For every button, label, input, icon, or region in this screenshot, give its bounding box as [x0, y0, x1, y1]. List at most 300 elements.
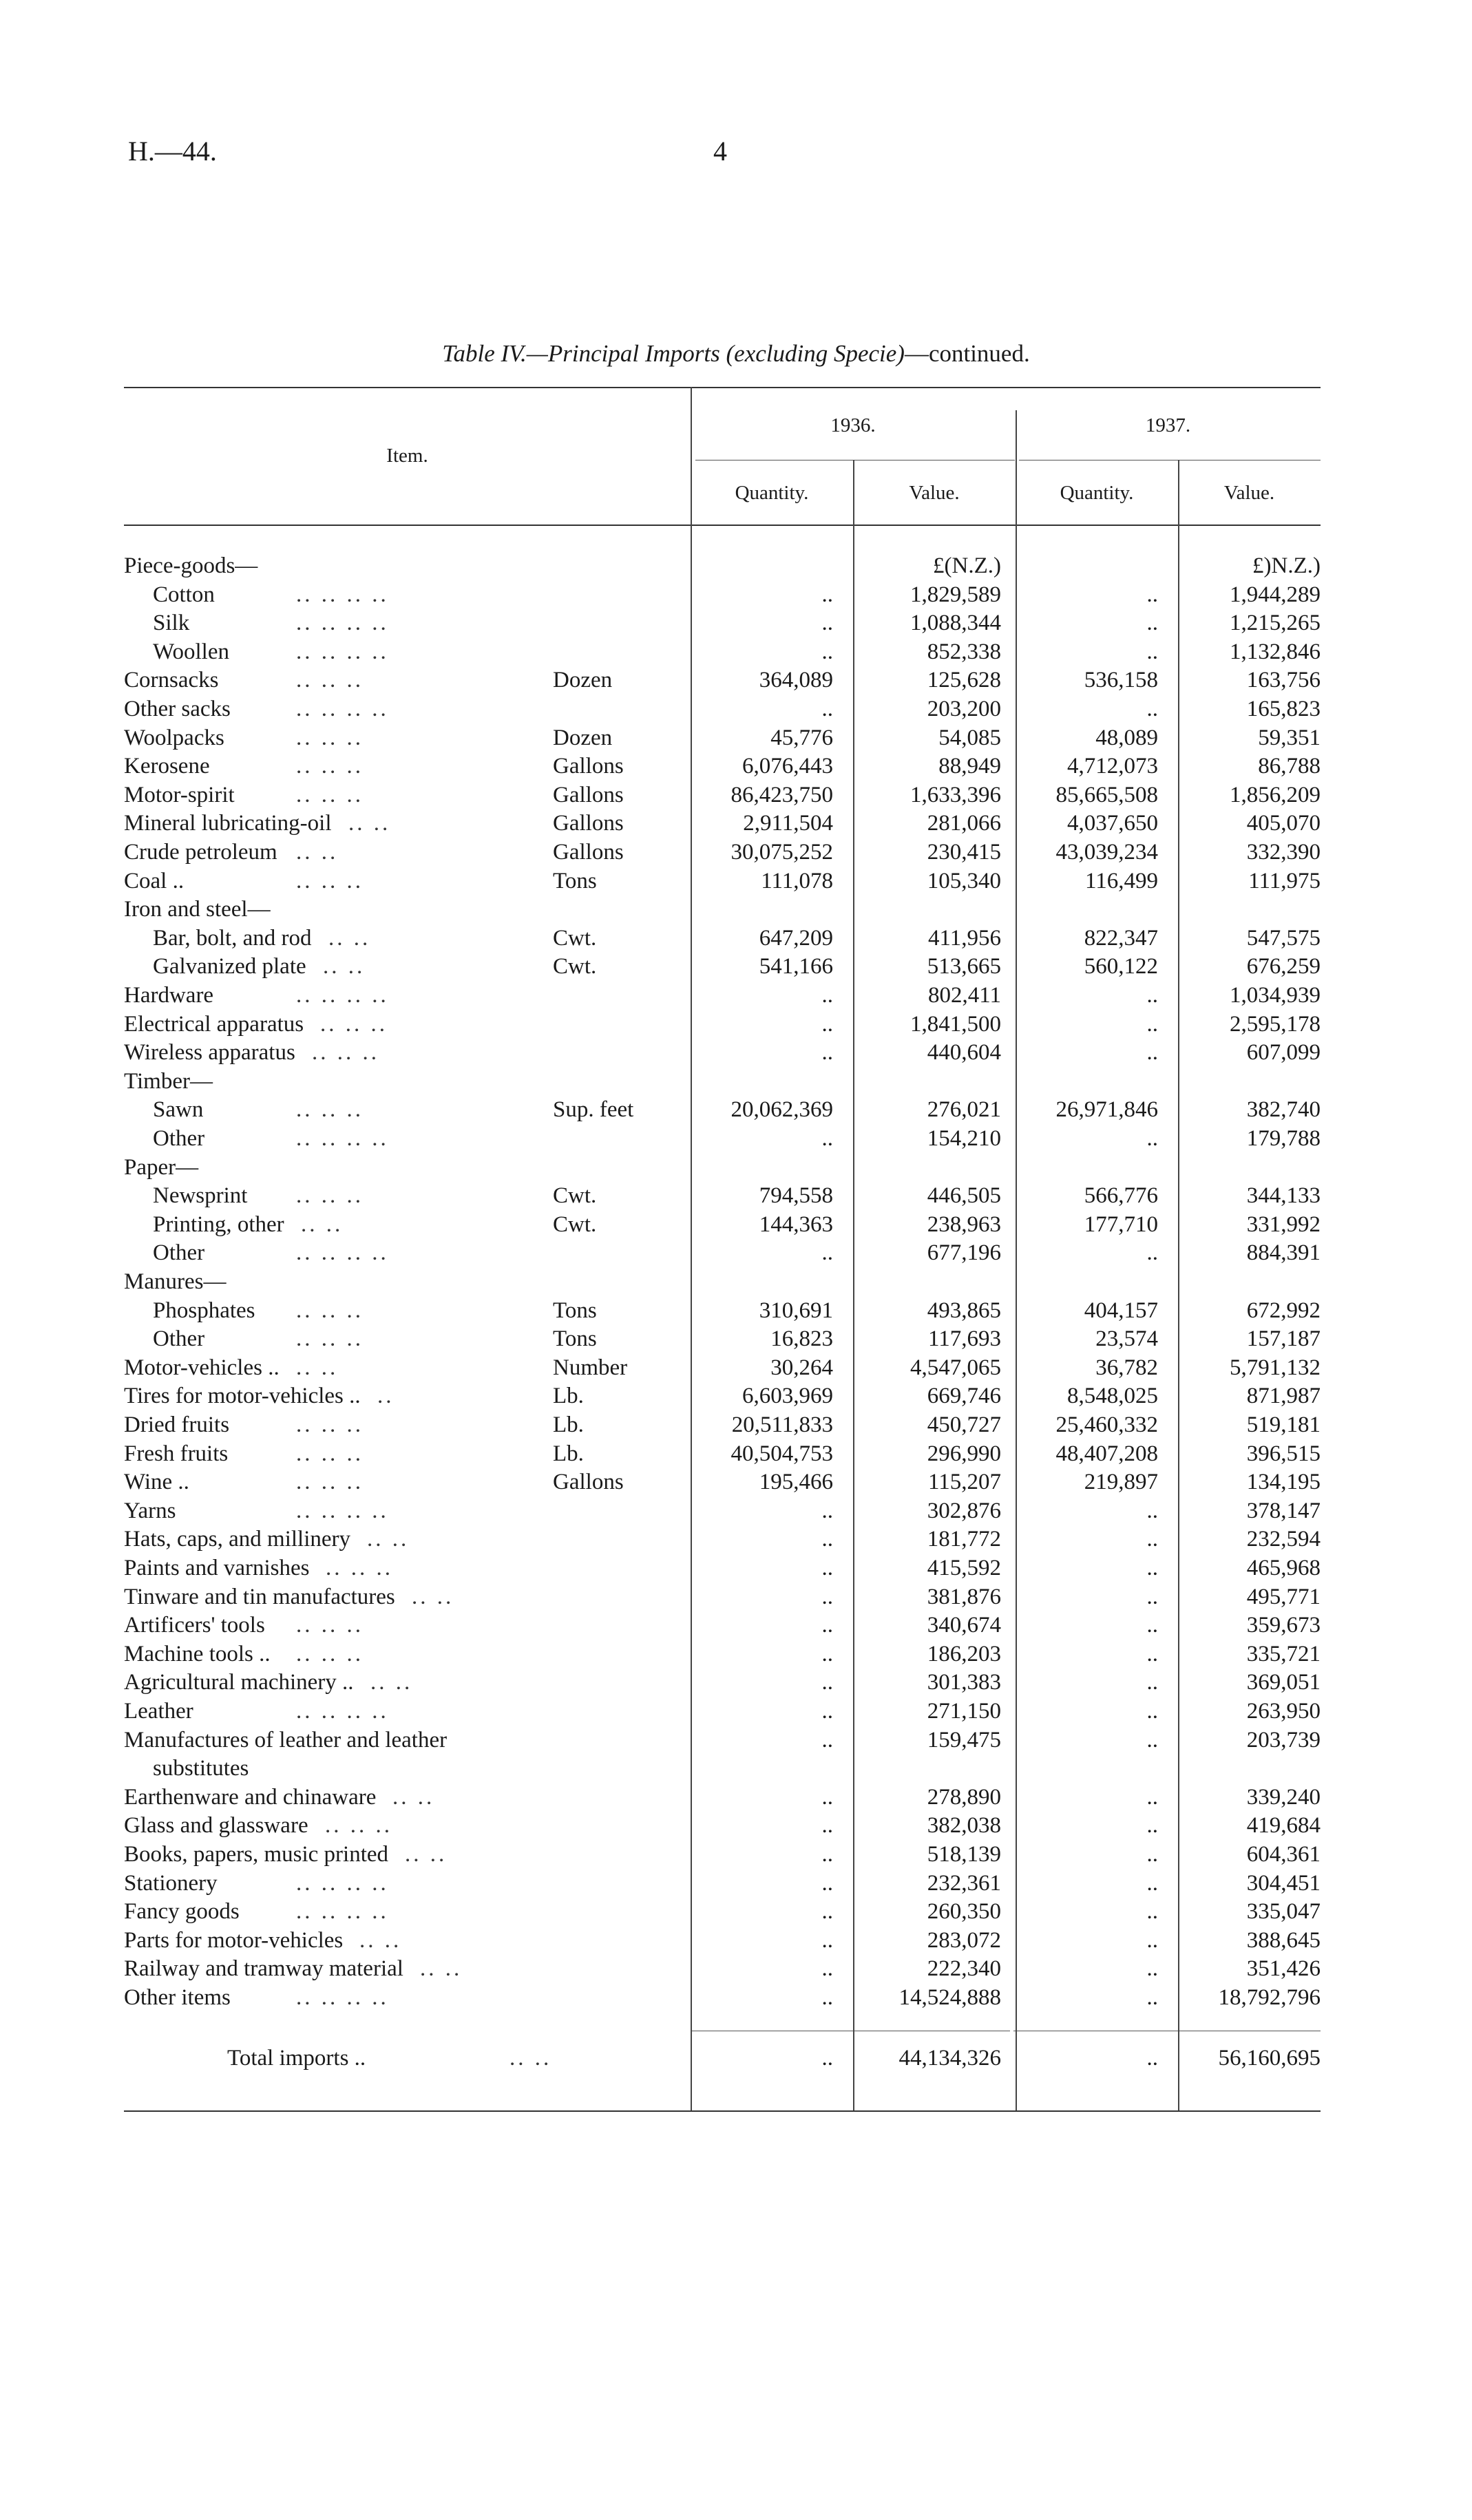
table-row [0, 1754, 1472, 1783]
table-row [0, 752, 1472, 781]
quantity-1936-cell: .. [821, 1556, 833, 1580]
table-top-rule [124, 387, 1321, 388]
quantity-1936-cell: 86,423,750 [730, 783, 833, 807]
quantity-1936-cell: 20,062,369 [730, 1097, 833, 1122]
value-1936-cell: 450,727 [927, 1412, 1001, 1437]
item-cell: Agricultural machinery .. [124, 1670, 354, 1695]
quantity-1937-cell: .. [1146, 1527, 1158, 1552]
leader-dots: .. .. .. [296, 1097, 364, 1122]
item-cell: Glass and glassware [124, 1813, 308, 1838]
value-1937-cell: 1,215,265 [1230, 611, 1321, 635]
quantity-1937-cell: 25,460,332 [1055, 1412, 1158, 1437]
item-cell: Tires for motor-vehicles .. [124, 1384, 361, 1408]
quantity-1936-cell: 144,363 [759, 1212, 833, 1237]
item-cell: Motor-spirit [124, 783, 235, 807]
value-1937-cell: £)N.Z.) [1252, 553, 1321, 578]
item-cell: Books, papers, music printed [124, 1842, 389, 1867]
item-cell: Earthenware and chinaware [124, 1785, 377, 1810]
value-1937-cell: 157,187 [1246, 1326, 1321, 1351]
quantity-1936-cell: .. [821, 1613, 833, 1638]
value-1937-cell: 339,240 [1246, 1785, 1321, 1810]
item-cell: substitutes [153, 1756, 249, 1781]
value-1936-cell: £(N.Z.) [933, 553, 1001, 578]
leader-dots: .. .. .. [320, 1012, 388, 1037]
value-1937-cell: 1,132,846 [1230, 639, 1321, 664]
quantity-1937-cell: .. [1146, 611, 1158, 635]
table-row [0, 666, 1472, 695]
unit-cell: Tons [553, 1298, 597, 1323]
item-cell: Iron and steel— [124, 897, 271, 922]
table-row [0, 1869, 1472, 1898]
quantity-1937-cell: 536,158 [1084, 668, 1158, 692]
leader-dots: .. .. .. [296, 726, 364, 750]
quantity-1937-cell: .. [1146, 1785, 1158, 1810]
table-row [0, 1095, 1472, 1124]
item-cell: Phosphates [153, 1298, 255, 1323]
table-row [0, 1153, 1472, 1182]
value-1937-cell: 1,856,209 [1230, 783, 1321, 807]
item-cell: Piece-goods— [124, 553, 258, 578]
table-row [0, 1525, 1472, 1554]
value-1936-cell: 802,411 [927, 983, 1001, 1008]
table-row [0, 1410, 1472, 1439]
value-1937-cell: 179,788 [1246, 1126, 1321, 1151]
unit-cell: Cwt. [553, 926, 597, 951]
quantity-1937-cell: 822,347 [1084, 926, 1158, 951]
item-cell: Silk [153, 611, 190, 635]
leader-dots: .. .. .. .. [296, 611, 389, 635]
value-1937-cell: 111,975 [1248, 869, 1321, 893]
quantity-1936-cell: 30,075,252 [730, 840, 833, 865]
value-1936-cell: 222,340 [927, 1956, 1001, 1981]
value-1937-cell: 547,575 [1246, 926, 1321, 951]
quantity-1937-cell: .. [1146, 1040, 1158, 1065]
quantity-1937-cell: 43,039,234 [1055, 840, 1158, 865]
table-row [0, 695, 1472, 723]
value-1936-cell: 260,350 [927, 1899, 1001, 1924]
quantity-1937-cell: 404,157 [1084, 1298, 1158, 1323]
leader-dots: .. .. .. .. [296, 1499, 389, 1523]
quantity-1936-cell: 794,558 [759, 1183, 833, 1208]
item-cell: Printing, other [153, 1212, 284, 1237]
value-1937-cell: 332,390 [1246, 840, 1321, 865]
item-cell: Yarns [124, 1499, 176, 1523]
header-bottom-rule [124, 525, 1321, 526]
table-row [0, 1668, 1472, 1697]
leader-dots: .. .. [412, 1585, 454, 1609]
quantity-1936-cell: .. [821, 1670, 833, 1695]
quantity-1937-cell: 36,782 [1095, 1355, 1158, 1380]
value-1936-cell: 340,674 [927, 1613, 1001, 1638]
unit-cell: Lb. [553, 1412, 584, 1437]
table-row [0, 1468, 1472, 1496]
value-1936-cell: 54,085 [938, 726, 1001, 750]
table-title-main: Table IV.—Principal Imports (excluding Specie) [442, 340, 905, 367]
table-row [0, 1496, 1472, 1525]
item-cell: Coal .. [124, 869, 185, 893]
value-1937-cell: 335,721 [1246, 1642, 1321, 1666]
value-1937-cell: 5,791,132 [1230, 1355, 1321, 1380]
item-cell: Paper— [124, 1155, 199, 1180]
value-1936-cell: 4,547,065 [910, 1355, 1001, 1380]
header-year-1937: 1937. [1145, 414, 1191, 436]
quantity-1937-cell: .. [1146, 582, 1158, 607]
value-1936-cell: 203,200 [927, 697, 1001, 721]
unit-cell: Gallons [553, 783, 624, 807]
item-cell: Timber— [124, 1069, 213, 1094]
value-1937-cell: 672,992 [1246, 1298, 1321, 1323]
leader-dots: .. .. .. [326, 1556, 393, 1580]
quantity-1937-cell: 85,665,508 [1055, 783, 1158, 807]
unit-cell: Cwt. [553, 1183, 597, 1208]
table-row [0, 1983, 1472, 2012]
quantity-1936-cell: 45,776 [770, 726, 833, 750]
value-1937-cell: 331,992 [1246, 1212, 1321, 1237]
leader-dots: .. .. .. .. [296, 697, 389, 721]
quantity-1937-cell: 26,971,846 [1055, 1097, 1158, 1122]
quantity-1937-cell: .. [1146, 1012, 1158, 1037]
value-1936-cell: 238,963 [927, 1212, 1001, 1237]
quantity-1937-cell: 23,574 [1095, 1326, 1158, 1351]
unit-cell: Sup. feet [553, 1097, 634, 1122]
item-cell: Sawn [153, 1097, 204, 1122]
leader-dots: .. .. [348, 811, 391, 836]
quantity-1936-cell: .. [821, 639, 833, 664]
leader-dots: .. .. .. [296, 1326, 364, 1351]
leader-dots: .. .. .. [296, 1412, 364, 1437]
leader-dots: .. .. [328, 926, 371, 951]
leader-dots: .. .. .. [296, 783, 364, 807]
item-cell: Wine .. [124, 1470, 189, 1494]
item-cell: Fancy goods [124, 1899, 240, 1924]
value-1936-cell: 281,066 [927, 811, 1001, 836]
quantity-1937-cell: .. [1146, 1985, 1158, 2010]
item-cell: Electrical apparatus [124, 1012, 304, 1037]
quantity-1937-cell: .. [1146, 1585, 1158, 1609]
header-value-1937: Value. [1223, 482, 1275, 504]
unit-cell: Gallons [553, 1470, 624, 1494]
table-row [0, 981, 1472, 1010]
quantity-1936-cell: .. [821, 1985, 833, 2010]
leader-dots: .. .. .. .. [296, 582, 389, 607]
quantity-1937-cell: 48,089 [1095, 726, 1158, 750]
total-row [0, 2044, 1472, 2073]
item-cell: Paints and varnishes [124, 1556, 310, 1580]
unit-cell: Gallons [553, 811, 624, 836]
value-1936-cell: 446,505 [927, 1183, 1001, 1208]
total-value-1936: 44,134,326 [898, 2046, 1001, 2071]
quantity-1936-cell: 111,078 [761, 869, 833, 893]
value-1936-cell: 105,340 [927, 869, 1001, 893]
value-1936-cell: 1,829,589 [910, 582, 1001, 607]
quantity-1936-cell: .. [821, 983, 833, 1008]
quantity-1937-cell: .. [1146, 1670, 1158, 1695]
item-cell: Stationery [124, 1871, 218, 1896]
table-row [0, 1439, 1472, 1468]
item-cell: Wireless apparatus [124, 1040, 295, 1065]
table-row [0, 580, 1472, 609]
quantity-1936-cell: .. [821, 1842, 833, 1867]
value-1936-cell: 278,890 [927, 1785, 1001, 1810]
quantity-1937-cell: .. [1146, 1899, 1158, 1924]
quantity-1936-cell: .. [821, 582, 833, 607]
total-label: Total imports .. [227, 2046, 366, 2071]
quantity-1936-cell: 364,089 [759, 668, 833, 692]
item-cell: Other sacks [124, 697, 231, 721]
leader-dots: .. .. .. .. [296, 1871, 389, 1896]
value-1937-cell: 378,147 [1246, 1499, 1321, 1523]
item-cell: Cotton [153, 582, 215, 607]
quantity-1937-cell: 4,037,650 [1067, 811, 1158, 836]
leader-dots: .. .. [367, 1527, 410, 1552]
table-bottom-rule [124, 2110, 1321, 2112]
leader-dots: .. .. .. .. [296, 983, 389, 1008]
quantity-1936-cell: .. [821, 1499, 833, 1523]
quantity-1936-cell: .. [821, 1813, 833, 1838]
value-1936-cell: 669,746 [927, 1384, 1001, 1408]
table-row [0, 637, 1472, 666]
quantity-1936-cell: .. [821, 1699, 833, 1724]
quantity-1936-cell: .. [821, 1642, 833, 1666]
quantity-1936-cell: 2,911,504 [743, 811, 833, 836]
quantity-1937-cell: 560,122 [1084, 954, 1158, 979]
quantity-1936-cell: .. [821, 1012, 833, 1037]
leader-dots: .. .. .. [296, 1441, 364, 1466]
leader-dots: .. .. [359, 1928, 402, 1953]
leader-dots: .. .. .. [312, 1040, 379, 1065]
value-1936-cell: 115,207 [927, 1470, 1001, 1494]
quantity-1937-cell: .. [1146, 1126, 1158, 1151]
value-1937-cell: 396,515 [1246, 1441, 1321, 1466]
quantity-1936-cell: .. [821, 1728, 833, 1753]
leader-dots: .. .. .. [296, 1298, 364, 1323]
table-row [0, 1210, 1472, 1239]
quantity-1936-cell: .. [821, 1785, 833, 1810]
table-row [0, 1726, 1472, 1755]
quantity-1936-cell: 310,691 [759, 1298, 833, 1323]
item-cell: Other [153, 1240, 205, 1265]
table-row [0, 867, 1472, 896]
value-1936-cell: 440,604 [927, 1040, 1001, 1065]
value-1936-cell: 518,139 [927, 1842, 1001, 1867]
quantity-1937-cell: .. [1146, 1842, 1158, 1867]
item-cell: Newsprint [153, 1183, 248, 1208]
table-row [0, 1926, 1472, 1955]
unit-cell: Tons [553, 1326, 597, 1351]
item-cell: Railway and tramway material [124, 1956, 403, 1981]
quantity-1937-cell: .. [1146, 983, 1158, 1008]
quantity-1937-cell: .. [1146, 1813, 1158, 1838]
table-title [0, 340, 1472, 368]
page-number: 4 [713, 136, 727, 167]
value-1936-cell: 415,592 [927, 1556, 1001, 1580]
quantity-1937-cell: .. [1146, 1956, 1158, 1981]
value-1936-cell: 1,088,344 [910, 611, 1001, 635]
leader-dots: .. .. .. .. [296, 1240, 389, 1265]
leader-dots: .. .. .. [296, 668, 364, 692]
header-quantity-1937: Quantity. [1060, 482, 1134, 504]
value-1936-cell: 852,338 [927, 639, 1001, 664]
value-1936-cell: 159,475 [927, 1728, 1001, 1753]
value-1936-cell: 88,949 [938, 754, 1001, 779]
table-row [0, 551, 1472, 580]
table-row [0, 723, 1472, 752]
table-row [0, 781, 1472, 809]
value-1937-cell: 495,771 [1246, 1585, 1321, 1609]
unit-cell: Gallons [553, 754, 624, 779]
leader-dots: .. [377, 1384, 395, 1408]
table-row [0, 1783, 1472, 1812]
value-1937-cell: 134,195 [1246, 1470, 1321, 1494]
total-value-1937: 56,160,695 [1218, 2046, 1321, 2071]
leader-dots: .. .. .. .. [296, 1699, 389, 1724]
item-cell: Other [153, 1126, 205, 1151]
quantity-1936-cell: .. [821, 1040, 833, 1065]
quantity-1937-cell: .. [1146, 1928, 1158, 1953]
quantity-1936-cell: 541,166 [759, 954, 833, 979]
value-1936-cell: 1,633,396 [910, 783, 1001, 807]
item-cell: Leather [124, 1699, 193, 1724]
quantity-1937-cell: .. [1146, 1240, 1158, 1265]
leader-dots: .. .. .. .. [296, 1899, 389, 1924]
value-1937-cell: 335,047 [1246, 1899, 1321, 1924]
header-item: Item. [386, 445, 428, 467]
value-1937-cell: 232,594 [1246, 1527, 1321, 1552]
quantity-1937-cell: 177,710 [1084, 1212, 1158, 1237]
item-cell: Parts for motor-vehicles [124, 1928, 344, 1953]
value-1937-cell: 388,645 [1246, 1928, 1321, 1953]
quantity-1936-cell: 40,504,753 [730, 1441, 833, 1466]
table-row [0, 1640, 1472, 1669]
value-1937-cell: 884,391 [1246, 1240, 1321, 1265]
table-row [0, 838, 1472, 867]
total-leader-dots: .. .. [509, 2046, 552, 2071]
table-row [0, 1038, 1472, 1067]
quantity-1937-cell: 219,897 [1084, 1470, 1158, 1494]
quantity-1936-cell: 16,823 [770, 1326, 833, 1351]
table-row [0, 1067, 1472, 1096]
value-1937-cell: 1,034,939 [1230, 983, 1321, 1008]
table-row [0, 1611, 1472, 1640]
value-1937-cell: 344,133 [1246, 1183, 1321, 1208]
table-row [0, 1010, 1472, 1039]
quantity-1937-cell: 566,776 [1084, 1183, 1158, 1208]
quantity-1936-cell: .. [821, 1240, 833, 1265]
quantity-1937-cell: .. [1146, 697, 1158, 721]
leader-dots: .. .. [323, 954, 366, 979]
table-row [0, 1353, 1472, 1382]
total-quantity-1937: .. [1146, 2046, 1158, 2071]
value-1937-cell: 2,595,178 [1230, 1012, 1321, 1037]
value-1937-cell: 465,968 [1246, 1556, 1321, 1580]
quantity-1937-cell: .. [1146, 1556, 1158, 1580]
value-1936-cell: 186,203 [927, 1642, 1001, 1666]
table-row [0, 1324, 1472, 1353]
value-1937-cell: 163,756 [1246, 668, 1321, 692]
header-value-1936: Value. [909, 482, 960, 504]
leader-dots: .. .. [301, 1212, 344, 1237]
unit-cell: Gallons [553, 840, 624, 865]
table-row [0, 1238, 1472, 1267]
table-row [0, 895, 1472, 924]
quantity-1936-cell: .. [821, 1899, 833, 1924]
value-1936-cell: 276,021 [927, 1097, 1001, 1122]
table-row [0, 1381, 1472, 1410]
unit-cell: Cwt. [553, 954, 597, 979]
table-title-suffix: —continued. [904, 340, 1030, 367]
quantity-1936-cell: .. [821, 1928, 833, 1953]
value-1937-cell: 519,181 [1246, 1412, 1321, 1437]
value-1937-cell: 59,351 [1258, 726, 1321, 750]
value-1937-cell: 203,739 [1246, 1728, 1321, 1753]
unit-cell: Cwt. [553, 1212, 597, 1237]
value-1937-cell: 419,684 [1246, 1813, 1321, 1838]
value-1936-cell: 230,415 [927, 840, 1001, 865]
quantity-1937-cell: 48,407,208 [1055, 1441, 1158, 1466]
item-cell: Fresh fruits [124, 1441, 229, 1466]
value-1936-cell: 154,210 [927, 1126, 1001, 1151]
item-cell: Machine tools .. [124, 1642, 271, 1666]
value-1937-cell: 18,792,796 [1218, 1985, 1321, 2010]
item-cell: Manures— [124, 1269, 227, 1294]
value-1937-cell: 676,259 [1246, 954, 1321, 979]
quantity-1936-cell: .. [821, 1126, 833, 1151]
value-1936-cell: 677,196 [927, 1240, 1001, 1265]
leader-dots: .. .. [405, 1842, 448, 1867]
value-1936-cell: 302,876 [927, 1499, 1001, 1523]
item-cell: Woollen [153, 639, 229, 664]
leader-dots: .. .. .. [325, 1813, 392, 1838]
table-row [0, 1181, 1472, 1210]
leader-dots: .. .. .. [296, 1613, 364, 1638]
value-1937-cell: 405,070 [1246, 811, 1321, 836]
quantity-1937-cell: .. [1146, 1728, 1158, 1753]
leader-dots: .. .. .. [296, 869, 364, 893]
page-reference: H.—44. [128, 136, 217, 167]
quantity-1936-cell: 6,076,443 [742, 754, 833, 779]
table-row [0, 1897, 1472, 1926]
table-row [0, 1582, 1472, 1611]
table-row [0, 1554, 1472, 1582]
table-row [0, 1267, 1472, 1296]
table-row [0, 1296, 1472, 1325]
leader-dots: .. .. [420, 1956, 463, 1981]
leader-dots: .. .. .. [296, 1642, 364, 1666]
item-cell: Manufactures of leather and leather [124, 1728, 448, 1753]
quantity-1937-cell: 4,712,073 [1067, 754, 1158, 779]
header-year-1936: 1936. [830, 414, 876, 436]
quantity-1936-cell: .. [821, 1527, 833, 1552]
table-row [0, 809, 1472, 838]
quantity-1936-cell: .. [821, 1871, 833, 1896]
quantity-1936-cell: .. [821, 697, 833, 721]
quantity-1937-cell: .. [1146, 1642, 1158, 1666]
value-1937-cell: 86,788 [1258, 754, 1321, 779]
value-1936-cell: 232,361 [927, 1871, 1001, 1896]
item-cell: Hardware [124, 983, 214, 1008]
value-1937-cell: 351,426 [1246, 1956, 1321, 1981]
table-row [0, 1697, 1472, 1726]
value-1937-cell: 304,451 [1246, 1871, 1321, 1896]
item-cell: Kerosene [124, 754, 210, 779]
item-cell: Dried fruits [124, 1412, 230, 1437]
header-quantity-1936: Quantity. [735, 482, 809, 504]
value-1937-cell: 263,950 [1246, 1699, 1321, 1724]
quantity-1936-cell: 195,466 [759, 1470, 833, 1494]
value-1936-cell: 301,383 [927, 1670, 1001, 1695]
leader-dots: .. .. .. [296, 754, 364, 779]
value-1937-cell: 382,740 [1246, 1097, 1321, 1122]
